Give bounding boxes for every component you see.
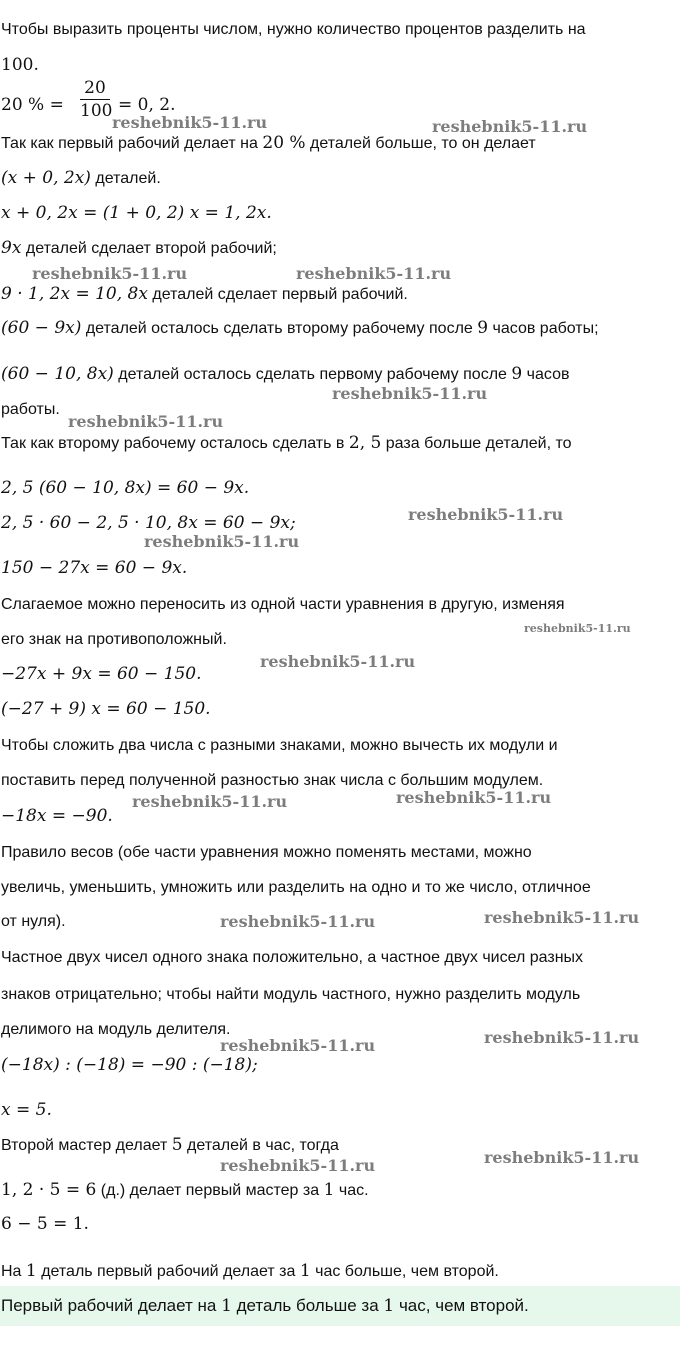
watermark: reshebnik5-11.ru	[260, 652, 416, 671]
formula-line: (−27 + 9) x = 60 − 150.	[1, 699, 211, 719]
watermark: reshebnik5-11.ru	[432, 117, 588, 136]
formula-line: x + 0, 2x = (1 + 0, 2) x = 1, 2x.	[1, 203, 272, 223]
text-line: работы.	[1, 401, 60, 418]
text-line: делимого на модуль делителя.	[1, 1021, 231, 1038]
text-line: Слагаемое можно переносить из одной части уравнения в другую, изменяя	[1, 596, 565, 613]
text-line: 1, 2 · 5 = 6 (д.) делает первый мастер за 1 час.	[1, 1180, 369, 1200]
text-line: поставить перед полученной разностью знак числа с большим модулем.	[1, 772, 544, 789]
text-line: его знак на противоположный.	[1, 631, 227, 648]
watermark: reshebnik5-11.ru	[220, 912, 376, 931]
watermark: reshebnik5-11.ru	[112, 113, 268, 132]
formula-line: 20 % =	[1, 95, 64, 115]
watermark: reshebnik5-11.ru	[68, 412, 224, 431]
text-line: Так как первый рабочий делает на 20 % деталей больше, то он делает	[1, 133, 536, 153]
watermark: reshebnik5-11.ru	[484, 1148, 640, 1167]
watermark: reshebnik5-11.ru	[484, 1028, 640, 1047]
text-line: 9 · 1, 2x = 10, 8x деталей сделает первый рабочий.	[1, 284, 408, 304]
formula-line: 2, 5 (60 − 10, 8x) = 60 − 9x.	[1, 478, 250, 498]
formula-line: −18x = −90.	[1, 806, 113, 826]
text-line: На 1 деталь первый рабочий делает за 1 час больше, чем второй.	[1, 1261, 499, 1281]
text-line: увеличь, уменьшить, умножить или разделить на одно и то же число, отличное	[1, 879, 591, 896]
formula-line: 150 − 27x = 60 − 9x.	[1, 558, 188, 578]
watermark: reshebnik5-11.ru	[524, 622, 631, 635]
watermark: reshebnik5-11.ru	[296, 264, 452, 283]
watermark: reshebnik5-11.ru	[408, 505, 564, 524]
text-line: (60 − 9x) деталей осталось сделать второму рабочему после 9 часов работы;	[1, 318, 599, 338]
formula-line: 2, 5 · 60 − 2, 5 · 10, 8x = 60 − 9x;	[1, 513, 296, 533]
watermark: reshebnik5-11.ru	[220, 1036, 376, 1055]
text-line: Частное двух чисел одного знака положительно, а частное двух чисел разных	[1, 949, 584, 966]
text-line: (x + 0, 2x) деталей.	[1, 168, 161, 188]
formula-line: 6 − 5 = 1.	[1, 1214, 89, 1234]
formula-result: = 0, 2.	[118, 95, 176, 115]
text-line: Чтобы сложить два числа с разными знаками, можно вычесть их модули и	[1, 737, 558, 754]
text-line: (60 − 10, 8x) деталей осталось сделать первому рабочему после 9 часов	[1, 364, 570, 384]
text-line: Правило весов (обе части уравнения можно поменять местами, можно	[1, 844, 532, 861]
text-line: Второй мастер делает 5 деталей в час, тогда	[1, 1135, 339, 1155]
watermark: reshebnik5-11.ru	[484, 908, 640, 927]
text-line: 9x деталей сделает второй рабочий;	[1, 238, 277, 258]
fraction: 20 100	[80, 78, 113, 121]
formula-line: −27x + 9x = 60 − 150.	[1, 664, 202, 684]
watermark: reshebnik5-11.ru	[220, 1156, 376, 1175]
text-line: знаков отрицательно; чтобы найти модуль частного, нужно разделить модуль	[1, 986, 581, 1003]
watermark: reshebnik5-11.ru	[32, 264, 188, 283]
watermark: reshebnik5-11.ru	[332, 384, 488, 403]
formula-line: x = 5.	[1, 1100, 52, 1120]
watermark: reshebnik5-11.ru	[132, 792, 288, 811]
text-line: Чтобы выразить проценты числом, нужно количество процентов разделить на	[1, 21, 586, 38]
formula-line: (−18x) : (−18) = −90 : (−18);	[1, 1055, 258, 1075]
text-line: 100.	[1, 55, 39, 75]
text-line: от нуля).	[1, 913, 66, 930]
watermark: reshebnik5-11.ru	[396, 788, 552, 807]
answer-text: Первый рабочий делает на 1 деталь больше за 1 час, чем второй.	[1, 1296, 529, 1316]
text-line: Так как второму рабочему осталось сделать в 2, 5 раза больше деталей, то	[1, 433, 572, 453]
watermark: reshebnik5-11.ru	[144, 532, 300, 551]
